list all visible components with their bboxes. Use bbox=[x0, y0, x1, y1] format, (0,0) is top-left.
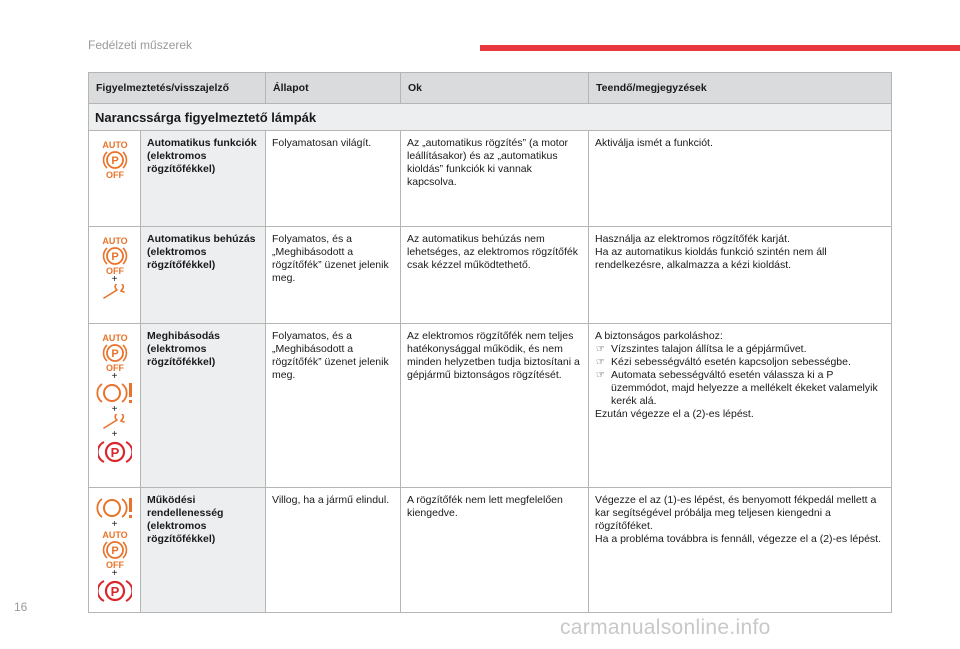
category-title: Narancssárga figyelmeztető lámpák bbox=[89, 104, 892, 131]
plus-sign: + bbox=[111, 404, 118, 415]
svg-text:OFF: OFF bbox=[105, 266, 124, 275]
category-row bbox=[89, 104, 892, 131]
action-text: Ha a probléma továbbra is fennáll, végezze el a (2)-es lépést. bbox=[595, 533, 881, 545]
action-text: Végezze el az (1)-es lépést, és benyomott fékpedál mellett a kar segítségével próbálja meg teljesen kiengedni a rögzítőféket. bbox=[595, 494, 877, 532]
indicator-icons-cell bbox=[89, 324, 141, 488]
svg-text:P: P bbox=[110, 155, 119, 167]
indicator-name: Automatikus funkciók (elektromos rögzítőfékkel) bbox=[141, 131, 266, 227]
svg-text:OFF: OFF bbox=[105, 363, 124, 372]
auto-off-parking-brake-icon bbox=[99, 529, 131, 569]
svg-text:OFF: OFF bbox=[105, 560, 124, 569]
svg-text:P: P bbox=[110, 445, 119, 460]
action-text: Aktiválja ismét a funkciót. bbox=[595, 137, 713, 149]
warning-lights-table bbox=[88, 72, 892, 613]
wrench-icon bbox=[102, 414, 128, 430]
list-item: ☞ Kézi sebességváltó esetén kapcsoljon sebességbe. bbox=[595, 356, 885, 369]
plus-sign: + bbox=[111, 371, 118, 382]
watermark: carmanualsonline.info bbox=[560, 616, 771, 639]
auto-off-parking-brake-icon bbox=[99, 332, 131, 372]
indicator-action bbox=[589, 131, 892, 227]
parking-brake-red-icon bbox=[98, 439, 132, 465]
plus-sign: + bbox=[111, 274, 118, 285]
parking-brake-red-icon bbox=[98, 578, 132, 604]
plus-sign: + bbox=[111, 568, 118, 579]
svg-text:AUTO: AUTO bbox=[101, 236, 128, 246]
section-title: Fedélzeti műszerek bbox=[88, 38, 193, 52]
indicator-icons-cell bbox=[89, 488, 141, 613]
wrench-icon bbox=[102, 284, 128, 300]
svg-text:AUTO: AUTO bbox=[101, 140, 128, 150]
action-outro: Ezután végezze el a (2)-es lépést. bbox=[595, 408, 754, 420]
page-number: 16 bbox=[14, 600, 28, 614]
column-header-indicator: Figyelmeztetés/visszajelző bbox=[89, 73, 266, 104]
indicator-state: Villog, ha a jármű elindul. bbox=[266, 488, 401, 613]
indicator-name: Automatikus behúzás (elektromos rögzítőfékkel) bbox=[141, 227, 266, 324]
column-header-state: Állapot bbox=[266, 73, 401, 104]
header-accent-bar bbox=[480, 45, 960, 51]
indicator-name: Működési rendellenesség (elektromos rögzítőfékkel) bbox=[141, 488, 266, 613]
indicator-cause: Az „automatikus rögzítés” (a motor leállításakor) és az „automatikus kioldás” funkciók ki vannak kapcsolva. bbox=[401, 131, 589, 227]
brake-warning-icon bbox=[95, 381, 135, 405]
table-row bbox=[89, 488, 892, 613]
indicator-cause: Az automatikus behúzás nem lehetséges, az elektromos rögzítőfék csak kézzel működtethető. bbox=[401, 227, 589, 324]
column-header-cause: Ok bbox=[401, 73, 589, 104]
table-row bbox=[89, 324, 892, 488]
indicator-icons-cell bbox=[89, 131, 141, 227]
auto-off-parking-brake-icon bbox=[99, 235, 131, 275]
action-text: Ha az automatikus kioldás funkció szintén nem áll rendelkezésre, alkalmazza a kézi kioldást. bbox=[595, 246, 827, 271]
svg-text:P: P bbox=[110, 348, 119, 360]
indicator-state: Folyamatosan világít. bbox=[266, 131, 401, 227]
indicator-action bbox=[589, 227, 892, 324]
list-item: ☞ Automata sebességváltó esetén válassza ki a P üzemmódot, majd helyezze a mellékelt ékeket valamelyik kerék alá. bbox=[595, 369, 885, 408]
auto-off-parking-brake-icon bbox=[99, 139, 131, 179]
svg-text:AUTO: AUTO bbox=[101, 530, 128, 540]
plus-sign: + bbox=[111, 429, 118, 440]
indicator-cause: Az elektromos rögzítőfék nem teljes hatékonysággal működik, és nem minden helyzetben tudja biztosítani a gépjármű biztonságos rögzítését. bbox=[401, 324, 589, 488]
table-header-row bbox=[89, 73, 892, 104]
svg-text:P: P bbox=[110, 584, 119, 599]
list-item: ☞ Vízszintes talajon állítsa le a gépjárművet. bbox=[595, 343, 885, 356]
indicator-name: Meghibásodás (elektromos rögzítőfékkel) bbox=[141, 324, 266, 488]
svg-text:P: P bbox=[110, 251, 119, 263]
indicator-icons-cell bbox=[89, 227, 141, 324]
brake-warning-icon bbox=[95, 496, 135, 520]
indicator-state: Folyamatos, és a „Meghibásodott a rögzítőfék” üzenet jelenik meg. bbox=[266, 324, 401, 488]
svg-text:OFF: OFF bbox=[105, 170, 124, 179]
svg-text:P: P bbox=[110, 545, 119, 557]
indicator-state: Folyamatos, és a „Meghibásodott a rögzítőfék” üzenet jelenik meg. bbox=[266, 227, 401, 324]
indicator-cause: A rögzítőfék nem lett megfelelően kiengedve. bbox=[401, 488, 589, 613]
plus-sign: + bbox=[111, 519, 118, 530]
table-row bbox=[89, 227, 892, 324]
column-header-action: Teendő/megjegyzések bbox=[589, 73, 892, 104]
action-text: Használja az elektromos rögzítőfék karját. bbox=[595, 233, 790, 245]
table-row bbox=[89, 131, 892, 227]
action-intro: A biztonságos parkoláshoz: bbox=[595, 330, 723, 342]
tips-list bbox=[595, 343, 885, 408]
indicator-action bbox=[589, 324, 892, 488]
svg-text:AUTO: AUTO bbox=[101, 333, 128, 343]
indicator-action bbox=[589, 488, 892, 613]
